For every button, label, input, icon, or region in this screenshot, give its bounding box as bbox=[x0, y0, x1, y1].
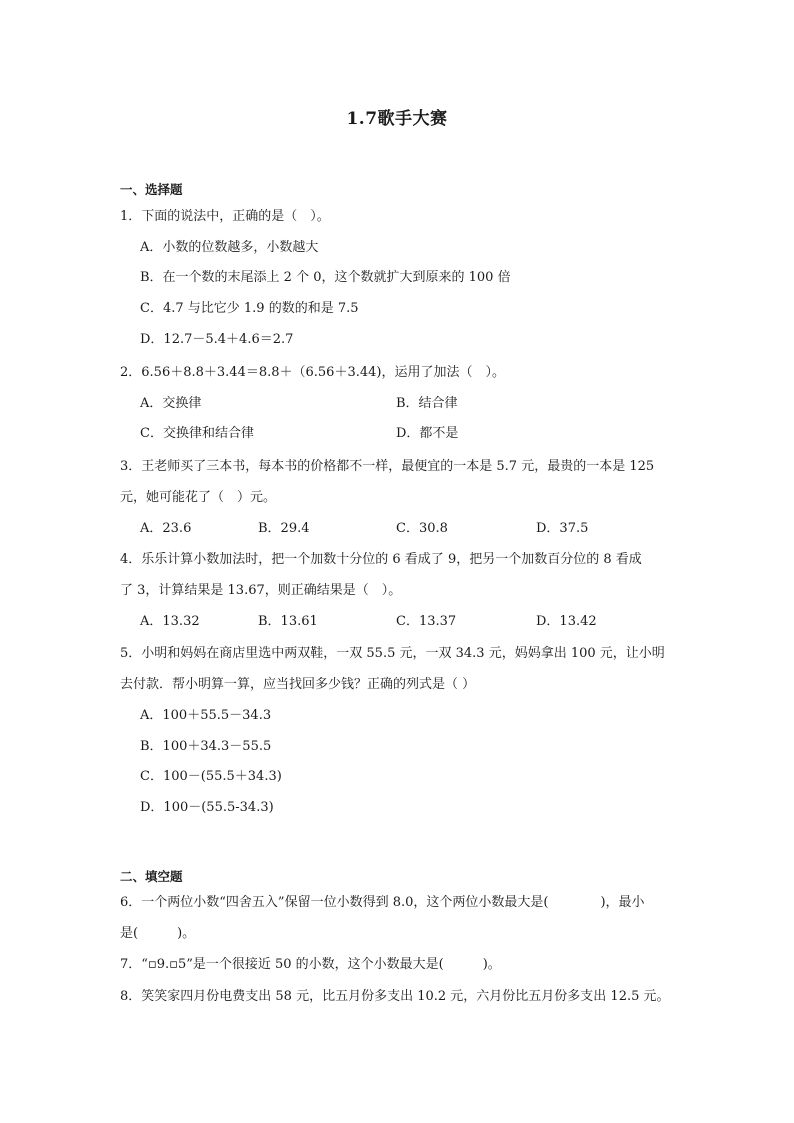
question-1-option-a: A．小数的位数越多，小数越大 bbox=[140, 240, 319, 255]
question-5-option-d: D．100－(55.5-34.3) bbox=[140, 800, 274, 815]
question-5-option-a: A．100＋55.5－34.3 bbox=[140, 708, 272, 723]
question-5-option-b: B．100＋34.3－55.5 bbox=[140, 739, 272, 754]
question-4-stem-line2: 了 3，计算结果是 13.67，则正确结果是（ ）。 bbox=[120, 583, 402, 598]
question-2-option-b: B．结合律 bbox=[396, 396, 458, 411]
question-1-option-c: C．4.7 与比它少 1.9 的数的和是 7.5 bbox=[140, 301, 359, 316]
question-3-stem-line1: 3．王老师买了三本书，每本书的价格都不一样，最便宜的一本是 5.7 元，最贵的一本是 125 bbox=[120, 459, 655, 474]
question-6-line2: 是( )。 bbox=[120, 926, 196, 941]
question-8-line1: 8．笑笑家四月份电费支出 58 元，比五月份多支出 10.2 元，六月份比五月份多支出 12.5 元。 bbox=[120, 989, 670, 1004]
question-1-option-b: B．在一个数的末尾添上 2 个 0，这个数就扩大到原来的 100 倍 bbox=[140, 270, 511, 285]
question-5-stem-line1: 5．小明和妈妈在商店里选中两双鞋，一双 55.5 元，一双 34.3 元，妈妈拿出 100 元，让小明 bbox=[120, 646, 665, 661]
question-1-stem: 1．下面的说法中，正确的是（ ）。 bbox=[120, 209, 330, 224]
question-4-option-c: C．13.37 bbox=[396, 614, 457, 629]
question-4-option-b: B．13.61 bbox=[258, 614, 318, 629]
question-2-stem: 2．6.56＋8.8＋3.44＝8.8＋（6.56＋3.44)，运用了加法（ ）。 bbox=[120, 365, 505, 380]
question-2-option-d: D．都不是 bbox=[396, 426, 459, 441]
section-heading-fill: 二、填空题 bbox=[120, 869, 183, 884]
question-7-line1: 7．“▫9.▫5”是一个很接近 50 的小数，这个小数最大是( )。 bbox=[120, 957, 501, 972]
question-2-option-a: A．交换律 bbox=[140, 396, 202, 411]
section-heading-choice: 一、选择题 bbox=[120, 182, 183, 197]
question-2-option-c: C．交换律和结合律 bbox=[140, 426, 254, 441]
question-5-stem-line2: 去付款．帮小明算一算，应当找回多少钱？正确的列式是（ ） bbox=[120, 677, 476, 692]
question-3-stem-line2: 元，她可能花了（ ）元。 bbox=[120, 490, 277, 505]
question-4-option-d: D．13.42 bbox=[536, 614, 597, 629]
question-5-option-c: C．100－(55.5＋34.3) bbox=[140, 769, 282, 784]
question-3-option-a: A．23.6 bbox=[140, 521, 192, 536]
question-3-option-b: B．29.4 bbox=[258, 521, 310, 536]
question-1-option-d: D．12.7－5.4＋4.6＝2.7 bbox=[140, 332, 294, 347]
question-3-option-c: C．30.8 bbox=[396, 521, 448, 536]
question-3-option-d: D．37.5 bbox=[536, 521, 589, 536]
page-title: 1.7歌手大赛 bbox=[346, 109, 448, 129]
question-4-stem-line1: 4．乐乐计算小数加法时，把一个加数十分位的 6 看成了 9，把另一个加数百分位的 8 看成 bbox=[120, 552, 642, 567]
question-6-line1: 6．一个两位小数“四舍五入”保留一位小数得到 8.0，这个两位小数最大是( )，最小 bbox=[120, 895, 645, 910]
question-4-option-a: A．13.32 bbox=[140, 614, 200, 629]
